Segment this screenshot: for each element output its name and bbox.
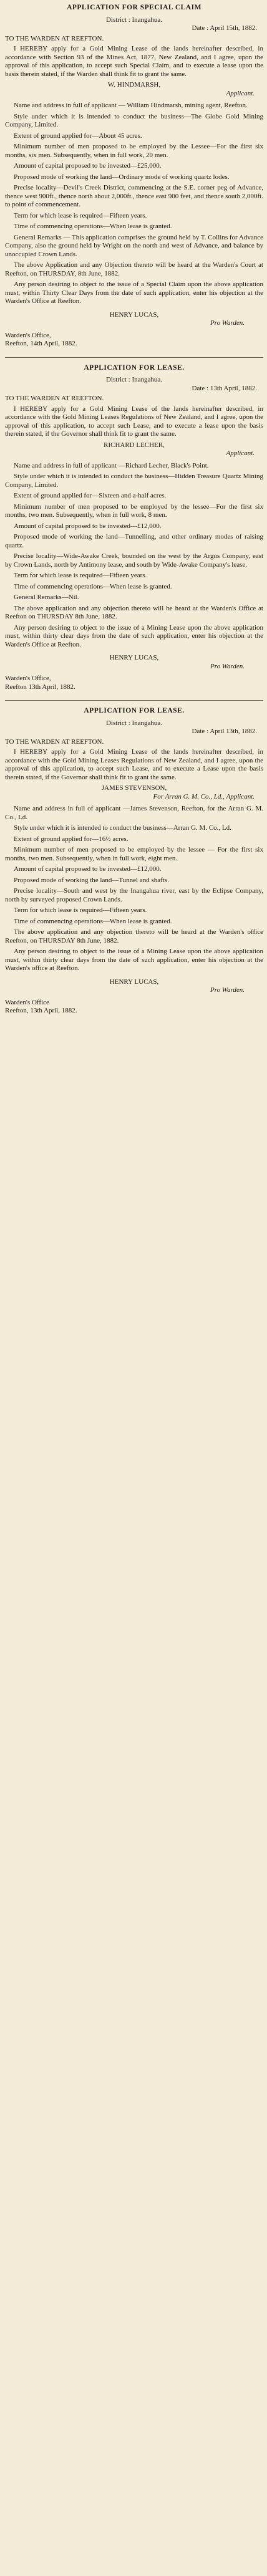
notice-date: Date : April 13th, 1882. — [192, 728, 257, 735]
notice-body: I HEREBY apply for a Gold Mining Lease of the lands hereinafter described, in accordance with Section 93 of the Mines Act, 1877, New Zealand, and I agree, upon the approval of this application, to accept such Special Claim, and to execute a lease upon the basis therein stated, if the Warden shall think fit to grant the same. — [5, 45, 263, 78]
notice-field: Name and address in full of applicant —James Stevenson, Reefton, for the Arran G. M. Co., Ld. — [5, 805, 263, 821]
notice-field: Style under which it is intended to conduct the business—The Globe Gold Mining Company, Limited. — [5, 112, 263, 128]
notice-field: Term for which lease is required—Fifteen years. — [14, 906, 147, 914]
notice-field: Minimum number of men proposed to be employed by the lessee—For the first six months, two men. Subsequently, when in full work, 8 men. — [5, 502, 263, 519]
warden-role: Pro Warden. — [210, 319, 245, 327]
warden-role: Pro Warden. — [210, 986, 245, 994]
office-name: Warden's Office — [5, 998, 49, 1006]
notice-field: Proposed mode of working the land—Tunnel and shafts. — [14, 876, 169, 884]
notice-field: Minimum number of men proposed to be employed by the Lessee—For the first six months, six men. Subsequently, when in full work, 20 men. — [5, 143, 263, 159]
notice-heading: APPLICATION FOR LEASE. — [84, 707, 185, 714]
warden-role: Pro Warden. — [210, 662, 245, 670]
notice-field: Proposed mode of working the land—Ordinary mode of working quartz lodes. — [14, 173, 230, 181]
applicant-role: Applicant. — [226, 449, 255, 457]
notice-closing: Any person desiring to object to the issue of a Mining Lease upon the above application must, within thirty clear days from the date of such application, enter his objection at the Warden's Office at Reefton. — [5, 623, 263, 648]
notice-body: I HEREBY apply for a Gold Mining Lease of the lands hereinafter described, in accordance with the Gold Mining Leases Regulations of New Zealand, and I agree, upon the approval of this application, to accept such Lease, and to execute a Lease upon the basis therein stated, if the Governor shall think fit to grant the same. — [5, 748, 263, 781]
notice-district: District : Inangahua. — [105, 376, 163, 383]
notice-field: Precise locality—South and west by the Inangahua river, east by the Eclipse Company, north by surveyed proposed Crown Lands. — [5, 887, 263, 903]
notice-field: Term for which lease is required—Fifteen years. — [14, 572, 147, 579]
office-date: Reefton, 14th April, 1882. — [5, 340, 77, 347]
notice-field: Precise locality—Wide-Awake Creek, bounded on the west by the Argus Company, east by Crown Lands, north by Antimony lease, and south by Wide-Awake Company's lease. — [5, 552, 263, 569]
notice-field: Name and address in full of applicant — William Hindmarsh, mining agent, Reefton. — [14, 102, 248, 109]
notice-field: Proposed mode of working the land—Tunnelling, and other ordinary modes of raising quartz. — [5, 533, 263, 549]
warden-signature: HENRY LUCAS, — [109, 310, 159, 319]
notice-field: Time of commencing operations—When lease is granted. — [14, 917, 172, 925]
warden-signature: HENRY LUCAS, — [109, 978, 159, 986]
notice-closing: The above application and any objection thereto will be heard at the Warden's office Reefton, on THURSDAY 8th June, 1882. — [5, 928, 263, 944]
notice-1 — [5, 4, 263, 348]
notice-heading: APPLICATION FOR LEASE. — [84, 363, 185, 372]
notice-field: Time of commencing operations—When lease is granted. — [14, 223, 172, 230]
applicant-role: For Arran G. M. Co., Ld., Applicant. — [153, 792, 255, 800]
notice-3 — [5, 707, 263, 1016]
warden-signature: HENRY LUCAS, — [109, 654, 159, 661]
notice-field: Amount of capital proposed to be invested—£25,000. — [14, 162, 162, 170]
notice-2 — [5, 364, 263, 692]
notice-closing: Any person desiring to object to the issue of a Special Claim upon the above application must, within Thirty Clear Days from the date of such application, enter his objection at the Warden's Office at Reefton. — [5, 281, 263, 305]
applicant-role: Applicant. — [226, 89, 255, 97]
notice-field: Extent of ground applied for—About 45 acres. — [14, 132, 142, 140]
notice-field: General Remarks — This application comprises the ground held by T. Collins for Advance Company, also the ground held by Wright on the north and west of Advance, and balance by unoccupied Crown Lands. — [5, 233, 263, 258]
notice-addressee: TO THE WARDEN AT REEFTON. — [5, 395, 104, 402]
notice-district: District : Inangahua. — [105, 719, 163, 727]
office-date: Reefton, 13th April, 1882. — [5, 1007, 77, 1014]
divider — [5, 357, 263, 358]
notice-field: Style under which it is intended to conduct the business—Arran G. M. Co., Ld. — [14, 824, 231, 832]
notice-date: Date : 13th April, 1882. — [192, 384, 257, 392]
notice-field: Amount of capital proposed to be invested—£12,000. — [14, 522, 162, 530]
notice-field: Extent of ground applied for—Sixteen and a-half acres. — [14, 492, 167, 499]
notice-closing: The above application and any objection thereto will be heard at the Warden's Office at Reefton on THURSDAY 8th June, 1882. — [5, 604, 263, 620]
notice-field: Style under which it is intended to conduct the business—Hidden Treasure Quartz Mining Company, Limited. — [5, 473, 263, 489]
notice-field: Time of commencing operations—When lease is granted. — [14, 582, 172, 590]
applicant-name: W. HINDMARSH, — [107, 81, 161, 89]
office-date: Reefton 13th April, 1882. — [5, 683, 75, 691]
applicant-name: JAMES STEVENSON, — [101, 784, 167, 792]
notice-field: Amount of capital proposed to be invested—£12,000. — [14, 865, 162, 873]
divider — [5, 700, 263, 701]
notice-district: District : Inangahua. — [105, 16, 163, 24]
applicant-name: RICHARD LECHER, — [104, 441, 165, 449]
office-name: Warden's Office, — [5, 675, 51, 682]
notice-field: General Remarks—Nil. — [14, 594, 79, 601]
office-name: Warden's Office, — [5, 331, 51, 339]
notice-closing: Any person desiring to object to the issue of a Mining Lease upon the above application must, within thirty clear days from the date of such application, enter his objection at the Warden's office at Reefton. — [5, 948, 263, 972]
notice-field: Extent of ground applied for—16½ acres. — [14, 835, 129, 843]
notice-addressee: TO THE WARDEN AT REEFTON. — [5, 34, 104, 42]
notice-field: Term for which lease is required—Fifteen years. — [14, 211, 147, 219]
notice-field: Minimum number of men proposed to be employed by the lessee — For the first six months, two men. Subsequently, when in full work, eight men. — [5, 846, 263, 862]
notice-addressee: TO THE WARDEN AT REEFTON. — [5, 738, 104, 746]
notice-heading: APPLICATION FOR SPECIAL CLAIM — [67, 4, 201, 11]
notice-field: Name and address in full of applicant —Richard Lecher, Black's Point. — [14, 461, 209, 469]
notice-field: Precise locality—Devil's Creek District, commencing at the S.E. corner peg of Advance, thence west 900ft., thence north about 2,000ft., thence east 900 feet, and thence south 2,000ft. to point of commencement. — [5, 184, 263, 208]
notice-body: I HEREBY apply for a Gold Mining Lease of the lands hereinafter described, in accordance with the Gold Mining Leases Regulations of New Zealand, and I agree, upon the approval of this application, to accept such Lease, and to execute a lease upon the basis therein stated, if the Governor shall think fit to grant the same. — [5, 405, 263, 438]
notice-date: Date : April 15th, 1882. — [192, 24, 257, 32]
notice-closing: The above Application and any Objection thereto will be heard at the Warden's Court at Reefton, on THURSDAY, 8th June, 1882. — [5, 261, 263, 277]
